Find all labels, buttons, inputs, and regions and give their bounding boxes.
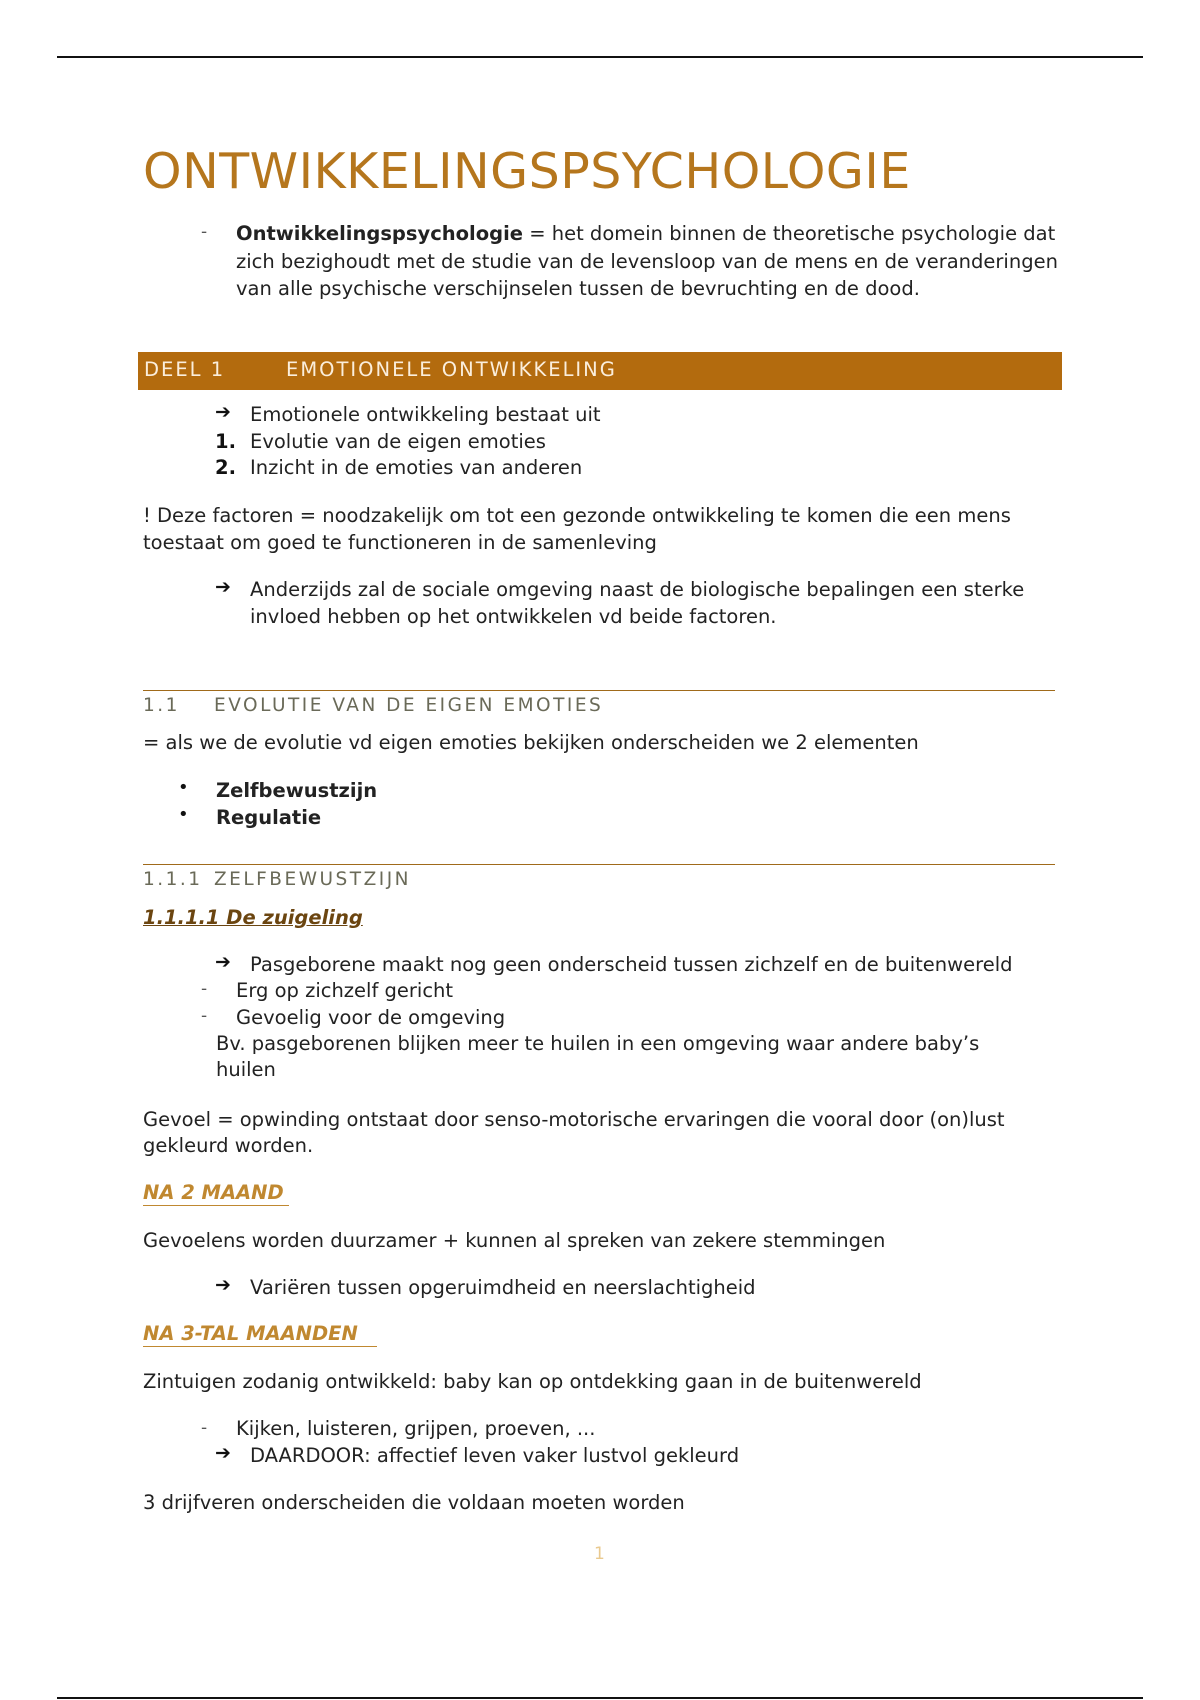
list1-arrow-text: Emotionele ontwikkeling bestaat uit [250, 403, 601, 426]
arrow-icon: ➔ [215, 576, 231, 598]
na3-text: Zintuigen zodanig ontwikkeld: baby kan op ontdekking gaan in de buitenwereld [143, 1370, 922, 1393]
note-line-1: ! Deze factoren = noodzakelijk om tot een gezonde ontwikkeling te komen die een mens [143, 504, 1011, 527]
note-line-2: toestaat om goed te functioneren in de samenleving [143, 531, 657, 554]
list1-num-1: 1. [215, 430, 236, 453]
h2-number: 1.1 [143, 695, 180, 716]
na2-arrow-text: Variëren tussen opgeruimdheid en neerslachtigheid [250, 1276, 756, 1299]
list1-item-2: Inzicht in de emoties van anderen [250, 456, 583, 479]
section-title: EMOTIONELE ONTWIKKELING [286, 358, 617, 381]
h2-intro-text: = als we de evolutie vd eigen emoties bekijken onderscheiden we 2 elementen [143, 731, 919, 754]
page-number: 1 [594, 1544, 605, 1564]
dash-marker: - [201, 1418, 208, 1438]
dash-marker: - [201, 222, 208, 242]
na3-dash-text: Kijken, luisteren, grijpen, proeven, ... [236, 1417, 596, 1440]
list1-item-1: Evolutie van de eigen emoties [250, 430, 546, 453]
heading-rule [143, 690, 1055, 691]
zuigeling-example-1: Bv. pasgeborenen blijken meer te huilen in een omgeving waar andere baby’s [216, 1032, 980, 1055]
h2-title: EVOLUTIE VAN DE EIGEN EMOTIES [214, 695, 604, 716]
na2-heading: NA 2 MAAND [143, 1181, 284, 1204]
arrow-icon: ➔ [215, 1274, 231, 1296]
na3-arrow-text: DAARDOOR: affectief leven vaker lustvol gekleurd [250, 1444, 740, 1467]
zuigeling-dash-2: Gevoelig voor de omgeving [236, 1006, 506, 1029]
header-rule [57, 56, 1143, 58]
na2-text: Gevoelens worden duurzamer + kunnen al spreken van zekere stemmingen [143, 1229, 886, 1252]
section-number: DEEL 1 [144, 358, 226, 381]
zuigeling-dash-1: Erg op zichzelf gericht [236, 979, 454, 1002]
h4-heading: 1.1.1.1 De zuigeling [143, 906, 363, 929]
bullet-item-1: Zelfbewustzijn [216, 779, 378, 802]
section-banner [138, 352, 1062, 390]
zuigeling-arrow-text: Pasgeborene maakt nog geen onderscheid tussen zichzelf en de buitenwereld [250, 953, 1013, 976]
arrow2-line-1: Anderzijds zal de sociale omgeving naast de biologische bepalingen een sterke [250, 578, 1025, 601]
h3-title: ZELFBEWUSTZIJN [214, 869, 411, 890]
intro-term: Ontwikkelingspsychologie [236, 222, 523, 245]
arrow2-line-2: invloed hebben op het ontwikkelen vd beide factoren. [250, 605, 777, 628]
h3-number: 1.1.1 [143, 869, 203, 890]
bullet-icon: • [178, 804, 189, 825]
document-title: ONTWIKKELINGSPSYCHOLOGIE [143, 143, 911, 200]
arrow-icon: ➔ [215, 1442, 231, 1464]
dash-marker: - [201, 1006, 208, 1026]
zuigeling-example-2: huilen [216, 1058, 276, 1081]
bullet-icon: • [178, 777, 189, 798]
arrow-icon: ➔ [215, 951, 231, 973]
bullet-item-2: Regulatie [216, 806, 322, 829]
footer-rule [57, 1697, 1143, 1699]
arrow-icon: ➔ [215, 401, 231, 423]
gevoel-line-1: Gevoel = opwinding ontstaat door senso-motorische ervaringen die vooral door (on)lust [143, 1108, 1005, 1131]
gevoel-line-2: gekleurd worden. [143, 1134, 314, 1157]
dash-marker: - [201, 979, 208, 999]
intro-definition-text: = het domein binnen de theoretische psychologie dat zich bezighoudt met de studie van de levensloop van de mens en de veranderingen van alle psychische verschijnselen tussen de bevruchting en de dood. [236, 222, 1058, 300]
list1-num-2: 2. [215, 456, 236, 479]
heading-rule [143, 864, 1055, 865]
na3-heading: NA 3-TAL MAANDEN [143, 1322, 358, 1345]
closing-text: 3 drijfveren onderscheiden die voldaan moeten worden [143, 1491, 685, 1514]
intro-definition [236, 220, 1086, 303]
na2-heading-underline [143, 1205, 289, 1206]
na3-heading-underline [143, 1346, 377, 1347]
